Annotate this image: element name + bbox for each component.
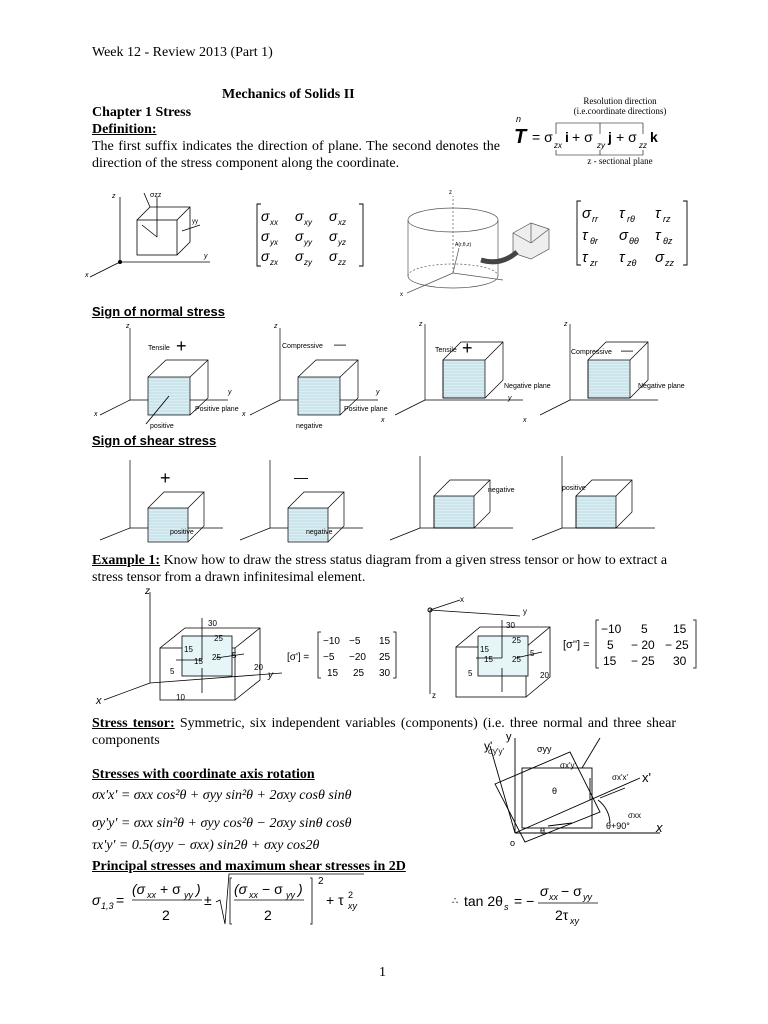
svg-text:xx: xx: [249, 890, 258, 900]
svg-text:= σ: = σ: [532, 129, 553, 145]
definition-text: The first suffix indicates the direction of plane. The second denotes the direction of the stress component along the coordinate.: [92, 139, 500, 171]
shear-stress-heading: Sign of shear stress: [92, 433, 217, 448]
svg-text:2: 2: [162, 907, 170, 923]
svg-text:zy: zy: [304, 258, 312, 267]
m2-r0c2: 15: [673, 622, 687, 636]
svg-text:5: 5: [468, 669, 473, 678]
normal-stress-diagrams: [88, 320, 685, 432]
svg-text:5: 5: [530, 649, 535, 658]
stress-tensor-label: Stress tensor:: [92, 716, 175, 731]
svg-text:σ: σ: [261, 248, 270, 264]
m2-r2c0: 15: [603, 654, 617, 668]
svg-text:σ: σ: [655, 249, 665, 266]
m1-r0c2: 15: [379, 636, 391, 647]
svg-text:T: T: [514, 126, 527, 148]
svg-text:+ τ: + τ: [326, 892, 344, 908]
m2-r0c1: 5: [641, 622, 648, 636]
svg-text:+ σ: + σ: [616, 129, 637, 145]
shear-positive-label-2: positive: [562, 485, 586, 492]
svg-text:x: x: [381, 417, 385, 424]
svg-text:25: 25: [512, 636, 521, 645]
example-element-1: [92, 588, 287, 710]
negative-plane-label-2: Negative plane: [638, 383, 685, 390]
rotation-eq-1: σx'x' = σxx cos²θ + σyy sin²θ + 2σxy cosθ sinθ: [92, 788, 352, 803]
tensile-label-1: Tensile: [148, 345, 170, 352]
example-1-body: Know how to draw the stress status diagram from a given stress tensor or how to extract a stress tensor from a drawn infinitesimal element.: [92, 553, 668, 585]
cylindrical-element-figure: [395, 188, 570, 298]
m2-r1c0: 5: [607, 638, 614, 652]
svg-text:yy: yy: [184, 890, 193, 900]
svg-text:z: z: [126, 323, 130, 330]
example-matrix-1: [287, 630, 399, 682]
svg-text:τ: τ: [582, 249, 588, 266]
svg-text:x: x: [656, 820, 663, 835]
rotation-eq-2: σy'y' = σxx sin²θ + σyy cos²θ − 2σxy sinθ cosθ: [92, 816, 352, 831]
ex1-value-10: 10: [176, 693, 185, 702]
svg-text:θ: θ: [552, 786, 558, 796]
svg-text:σy'y': σy'y': [488, 747, 504, 756]
svg-text:2τ: 2τ: [555, 907, 569, 923]
chapter-heading: Chapter 1 Stress: [92, 105, 192, 120]
svg-text:yy: yy: [583, 892, 592, 902]
svg-text:rr: rr: [592, 214, 598, 224]
svg-text:σ: σ: [261, 228, 270, 244]
svg-text:rz: rz: [663, 214, 671, 224]
svg-text:σ: σ: [295, 208, 304, 224]
negative-label: negative: [296, 423, 323, 430]
ex1-value-30: 30: [208, 619, 217, 628]
svg-text:x: x: [94, 411, 98, 418]
positive-label: positive: [150, 423, 174, 430]
svg-text:yz: yz: [338, 238, 346, 247]
example-matrix-2: [563, 618, 701, 670]
svg-text:zr: zr: [590, 258, 598, 268]
svg-text:xy: xy: [570, 916, 579, 926]
svg-text:y: y: [228, 389, 232, 396]
principal-stress-formula: [92, 872, 382, 928]
svg-text:y: y: [376, 389, 380, 396]
svg-text:yy: yy: [304, 238, 312, 247]
svg-text:zx: zx: [270, 258, 278, 267]
svg-text:σ: σ: [295, 228, 304, 244]
m1-r2c0: 15: [327, 668, 339, 679]
svg-text:=: =: [116, 892, 125, 908]
ex1-value-5b: 5: [170, 667, 175, 676]
matrix-2-label: [σ''] =: [563, 639, 590, 651]
shear-negative-label-1: negative: [306, 529, 333, 536]
svg-text:z: z: [112, 193, 116, 200]
example-element-2: [410, 592, 570, 702]
positive-plane-label-2: Positive plane: [344, 406, 388, 413]
svg-text:2: 2: [318, 876, 324, 887]
svg-text:z: z: [564, 321, 568, 328]
svg-text:s: s: [504, 902, 509, 912]
svg-text:σ: σ: [329, 248, 338, 264]
svg-text:o: o: [510, 838, 516, 848]
svg-text:15: 15: [480, 645, 489, 654]
svg-text:yx: yx: [270, 238, 278, 247]
svg-text:—: —: [621, 343, 633, 357]
svg-text:x: x: [85, 272, 89, 279]
svg-text:zz: zz: [338, 258, 346, 267]
svg-text:x: x: [460, 595, 464, 604]
example-1-label: Example 1:: [92, 553, 161, 568]
m1-r2c2: 30: [379, 668, 391, 679]
svg-text:θz: θz: [663, 236, 673, 246]
svg-text:= −: = −: [514, 893, 535, 909]
svg-text:z: z: [274, 323, 278, 330]
svg-text:σ: σ: [92, 892, 101, 908]
svg-text:xy: xy: [304, 218, 312, 227]
page-number: 1: [379, 965, 386, 980]
page-header: Week 12 - Review 2013 (Part 1): [92, 45, 273, 60]
m2-r1c2: − 25: [665, 638, 689, 652]
ex1-value-20: 20: [254, 663, 263, 672]
svg-text:x': x': [642, 770, 651, 785]
svg-text:τ: τ: [619, 205, 625, 222]
svg-text:xx: xx: [549, 892, 558, 902]
svg-text:σxx: σxx: [628, 811, 641, 820]
svg-text:y': y': [484, 739, 493, 753]
svg-text:z: z: [432, 691, 436, 700]
svg-text:σzz: σzz: [150, 192, 162, 199]
svg-text:z: z: [449, 190, 452, 196]
svg-text:σx'y': σx'y': [560, 761, 576, 770]
svg-text:xz: xz: [338, 218, 346, 227]
svg-text:z: z: [419, 321, 423, 328]
svg-text:—: —: [334, 337, 346, 351]
cartesian-stress-element: [82, 185, 222, 280]
sectional-plane-label: z - sectional plane: [587, 156, 653, 166]
svg-text:x: x: [523, 417, 527, 424]
svg-text:θ+90°: θ+90°: [606, 821, 630, 831]
svg-text:30: 30: [506, 621, 515, 630]
svg-text:θθ: θθ: [629, 236, 639, 246]
example-1-text: [92, 552, 692, 586]
svg-text:(σ: (σ: [234, 881, 248, 897]
svg-text:θr: θr: [590, 236, 598, 246]
svg-text:y: y: [506, 731, 512, 743]
svg-text:zz: zz: [639, 141, 647, 150]
svg-text:x: x: [96, 695, 102, 707]
definition-heading: Definition:: [92, 122, 157, 137]
shear-positive-label: positive: [170, 529, 194, 536]
svg-text:1,3: 1,3: [101, 901, 114, 911]
svg-text:yy: yy: [286, 890, 295, 900]
cylindrical-stress-matrix: [575, 198, 690, 268]
positive-plane-label-1: Positive plane: [195, 406, 239, 413]
svg-text:): ): [298, 881, 303, 897]
svg-text:τ: τ: [655, 227, 661, 244]
shear-negative-label-2: negative: [488, 487, 515, 494]
m2-r0c0: −10: [601, 622, 622, 636]
svg-text:σyy: σyy: [537, 744, 552, 754]
svg-text:− σ: − σ: [561, 883, 582, 899]
svg-text:σ: σ: [582, 205, 592, 222]
svg-text:+: +: [462, 338, 473, 358]
matrix-1-label: [σ'] =: [287, 652, 310, 663]
svg-text:∴: ∴: [452, 896, 459, 907]
m1-r1c1: −20: [349, 652, 366, 663]
negative-plane-label-1: Negative plane: [504, 383, 551, 390]
svg-text:i: i: [565, 129, 569, 145]
shear-stress-diagrams: [88, 448, 668, 546]
svg-text:A(r,θ,z): A(r,θ,z): [455, 242, 472, 248]
svg-text:25: 25: [512, 655, 521, 664]
m1-r1c0: −5: [323, 652, 335, 663]
svg-text:2: 2: [264, 907, 272, 923]
svg-text:x: x: [242, 411, 246, 418]
svg-text:k: k: [650, 129, 658, 145]
svg-text:τ: τ: [655, 205, 661, 222]
ex1-value-15a: 15: [184, 645, 193, 654]
principal-heading: Principal stresses and maximum shear stresses in 2D: [92, 859, 406, 874]
m2-r1c1: − 20: [631, 638, 655, 652]
svg-text:− σ: − σ: [262, 881, 283, 897]
svg-text:σ: σ: [619, 227, 629, 244]
svg-text:x: x: [400, 292, 403, 298]
svg-text:σ: σ: [540, 883, 549, 899]
svg-text:τ: τ: [619, 249, 625, 266]
svg-text:y: y: [523, 607, 527, 616]
document-title: Mechanics of Solids II: [222, 87, 355, 102]
svg-text:y: y: [204, 253, 208, 260]
svg-text:15: 15: [484, 655, 493, 664]
normal-stress-heading: Sign of normal stress: [92, 304, 225, 319]
ex1-value-25a: 25: [214, 634, 223, 643]
shear-plus-label: +: [160, 468, 171, 488]
compressive-label-1: Compressive: [282, 343, 323, 350]
svg-text:σ: σ: [329, 208, 338, 224]
ex1-value-25b: 25: [212, 653, 221, 662]
svg-text:zθ: zθ: [627, 258, 637, 268]
svg-text:rθ: rθ: [627, 214, 635, 224]
svg-text:xx: xx: [147, 890, 156, 900]
m1-r0c0: −10: [323, 636, 340, 647]
m2-r2c1: − 25: [631, 654, 655, 668]
shear-minus-label: —: [294, 469, 308, 485]
m2-r2c2: 30: [673, 654, 687, 668]
svg-text:zx: zx: [554, 141, 562, 150]
svg-text:σ: σ: [329, 228, 338, 244]
svg-text:xy: xy: [348, 901, 357, 911]
rotation-figure: [460, 728, 670, 848]
svg-text:σ: σ: [261, 208, 270, 224]
max-shear-angle-formula: [452, 880, 612, 928]
cartesian-stress-matrix: [255, 201, 365, 269]
resolution-label-1: Resolution direction: [583, 96, 657, 106]
ex1-value-15b: 15: [194, 657, 203, 666]
svg-text:τ: τ: [582, 227, 588, 244]
svg-text:tan 2θ: tan 2θ: [464, 893, 503, 909]
svg-text:σ: σ: [295, 248, 304, 264]
svg-text:20: 20: [540, 671, 549, 680]
m1-r2c1: 25: [353, 668, 365, 679]
svg-text:yy: yy: [192, 219, 198, 225]
svg-text:+: +: [176, 336, 187, 356]
svg-text:n: n: [516, 114, 522, 124]
svg-text:(σ: (σ: [132, 881, 146, 897]
svg-text:zy: zy: [597, 141, 605, 150]
svg-text:+ σ: + σ: [572, 129, 593, 145]
compressive-label-2: Compressive: [571, 349, 612, 356]
rotation-heading: Stresses with coordinate axis rotation: [92, 767, 315, 782]
svg-text:2: 2: [348, 890, 354, 900]
stress-tensor-body: Symmetric, six independent variables (components) (i.e. three normal and three shear components: [92, 716, 676, 748]
svg-text:j: j: [608, 129, 612, 145]
ex1-value-5a: 5: [232, 651, 237, 660]
svg-text:y: y: [268, 670, 273, 681]
tensile-label-2: Tensile: [435, 347, 457, 354]
m1-r0c1: −5: [349, 636, 361, 647]
svg-text:y: y: [508, 395, 512, 402]
m1-r1c2: 25: [379, 652, 391, 663]
resolution-label-2: (i.e.coordinate directions): [573, 106, 667, 116]
svg-text:+ σ: + σ: [160, 881, 181, 897]
svg-text:zz: zz: [665, 258, 674, 268]
svg-text:): ): [196, 881, 201, 897]
svg-text:θ: θ: [540, 826, 546, 836]
svg-text:xx: xx: [270, 218, 278, 227]
svg-text:σx'x': σx'x': [612, 773, 628, 782]
svg-text:±: ±: [204, 892, 212, 908]
rotation-eq-3: τx'y' = 0.5(σyy − σxx) sin2θ + σxy cos2θ: [92, 838, 320, 853]
svg-text:z: z: [145, 586, 150, 597]
